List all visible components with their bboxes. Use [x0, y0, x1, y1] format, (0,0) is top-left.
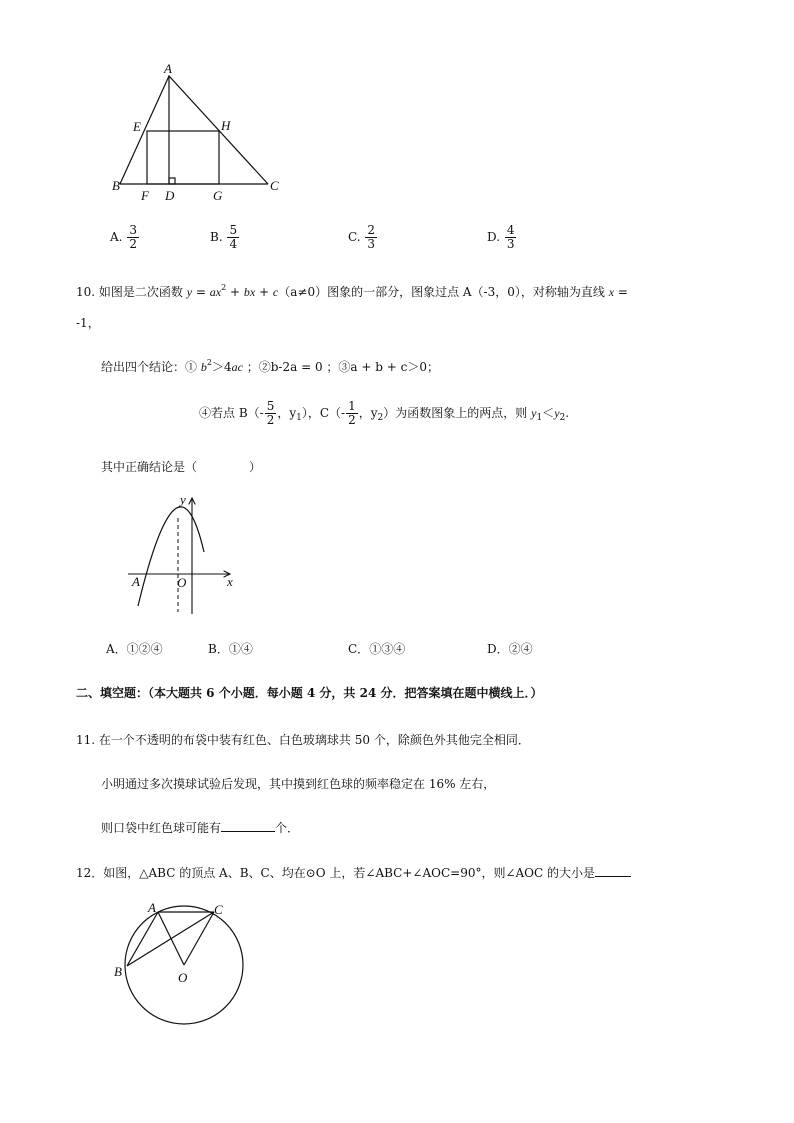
radius-oc [184, 912, 214, 965]
fraction: $\frac{3}{2}$ [129, 223, 137, 251]
q10-stem: 10. 如图是二次函数 $y = ax^2$ + bx + c（a≠0）图象的一部分，图象过点 A（-3，0），对称轴为直线 x = [76, 283, 628, 299]
q10-option-c[interactable]: C．①③④ [348, 642, 406, 656]
q10-question: 其中正确结论是（ ） [101, 460, 262, 474]
q12-answer-blank[interactable] [595, 876, 631, 877]
chord-bc [127, 912, 214, 966]
right-angle-mark [169, 178, 175, 184]
origin-label: O [177, 575, 187, 590]
q11-line1: 11. 在一个不透明的布袋中装有红色、白色玻璃球共 50 个，除颜色外其他完全相同． [76, 733, 530, 747]
label-c: C [214, 902, 223, 917]
label-c: C [270, 178, 279, 193]
y-axis-label: y [180, 492, 186, 507]
label-d: D [165, 188, 175, 203]
q10-conclusions: 给出四个结论：① $b^2>4ac$ ；②b-2a = 0 ；③a + b + c＞0； [101, 358, 439, 374]
fraction: $\frac{5}{4}$ [229, 223, 238, 251]
q10-option-d[interactable]: D．②④ [487, 642, 533, 656]
q10-conclusion-4: ④若点 B（- $\frac{5}{2}$ ，$y_1$），C（- $\frac{1}{2}$ ，$y_2$）为函数图象上的两点，则 $y_1<y_2$. [199, 399, 570, 427]
label-f: F [141, 188, 149, 203]
label-b: B [114, 964, 122, 979]
q10-stem-line2: -1， [76, 316, 100, 330]
q12-circle-figure [108, 896, 253, 1031]
fraction: $\frac{2}{3}$ [367, 223, 376, 251]
q11-line3: 则口袋中红色球可能有 个． [101, 821, 300, 835]
q9-option-d[interactable]: D. $\frac{4}{3}$ [487, 223, 515, 251]
label-h: H [221, 118, 231, 133]
label-g: G [213, 188, 223, 203]
label-a: A [148, 900, 156, 915]
q10-parabola-graph [120, 490, 250, 620]
rectangle-efgh [147, 131, 219, 184]
parabola-curve [138, 507, 204, 606]
x-axis-label: x [227, 574, 233, 589]
radius-oa [158, 912, 184, 965]
q10-option-b[interactable]: B．①④ [208, 642, 253, 656]
label-a: A [164, 61, 172, 76]
fraction: $\frac{4}{3}$ [506, 223, 515, 251]
q11-line2: 小明通过多次摸球试验后发现，其中摸到红色球的频率稳定在 16% 左右， [101, 777, 496, 791]
q9-option-a[interactable]: A. $\frac{3}{2}$ [110, 223, 137, 251]
triangle-abc-sides [120, 76, 268, 184]
section-heading-fill-in: 二、填空题：（本大题共 6 个小题．每小题 4 分，共 24 分．把答案填在题中横线上．） [76, 686, 543, 700]
q9-triangle-figure [105, 58, 290, 208]
point-a-label: A [132, 574, 140, 589]
label-e: E [133, 119, 141, 134]
q9-option-c[interactable]: C. $\frac{2}{3}$ [348, 223, 376, 251]
q9-option-b[interactable]: B. $\frac{5}{4}$ [210, 223, 238, 251]
q12-stem: 12．如图，△ABC 的顶点 A、B、C、均在⊙O 上，若∠ABC+∠AOC=90°，则∠AOC 的大小是 [76, 864, 631, 881]
label-o: O [178, 970, 188, 985]
q10-option-a[interactable]: A．①②④ [106, 642, 163, 656]
q11-answer-blank[interactable] [221, 831, 275, 832]
label-b: B [112, 178, 120, 193]
